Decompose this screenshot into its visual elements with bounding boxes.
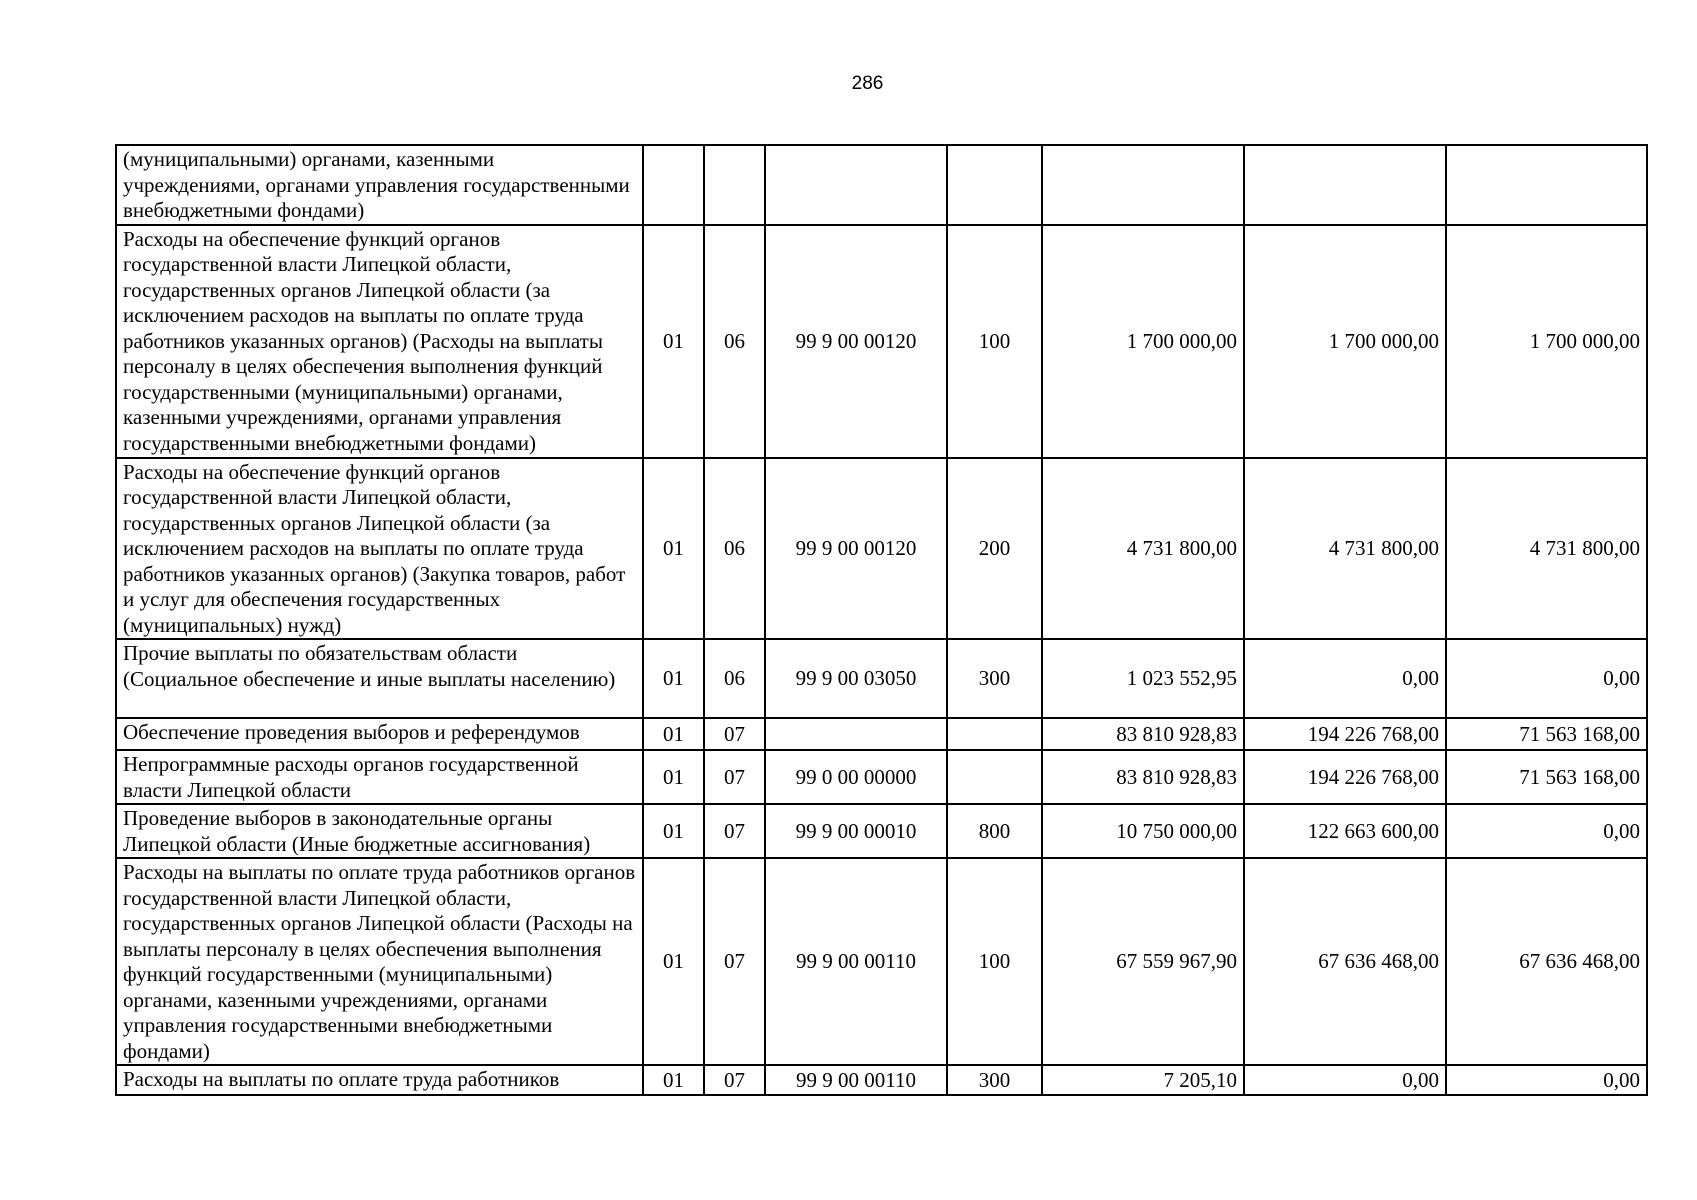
expense-name-cell: Обеспечение проведения выборов и референдумов: [116, 718, 643, 750]
expense-type-cell: 300: [947, 1065, 1042, 1095]
amount-year3-cell: 71 563 168,00: [1446, 750, 1647, 804]
section-code-cell: 01: [643, 804, 704, 858]
table-row: [116, 858, 1647, 1065]
expense-type-cell: [947, 718, 1042, 750]
budget-table: [115, 144, 1648, 1096]
subsection-code-cell: 07: [704, 804, 765, 858]
expense-name-cell: Проведение выборов в законодательные органы Липецкой области (Иные бюджетные ассигнования): [116, 804, 643, 858]
table-row: [116, 639, 1647, 718]
amount-year3-cell: 4 731 800,00: [1446, 458, 1647, 640]
expense-type-cell: [947, 750, 1042, 804]
amount-year2-cell: [1244, 145, 1446, 225]
section-code-cell: 01: [643, 639, 704, 718]
amount-year1-cell: 1 700 000,00: [1042, 225, 1244, 458]
subsection-code-cell: 06: [704, 639, 765, 718]
target-article-cell: 99 9 00 00110: [765, 1065, 947, 1095]
amount-year2-cell: 194 226 768,00: [1244, 750, 1446, 804]
amount-year1-cell: 4 731 800,00: [1042, 458, 1244, 640]
subsection-code-cell: 06: [704, 225, 765, 458]
expense-name-cell: Расходы на выплаты по оплате труда работников: [116, 1065, 643, 1095]
table-row: [116, 1065, 1647, 1095]
amount-year1-cell: [1042, 145, 1244, 225]
amount-year3-cell: [1446, 145, 1647, 225]
target-article-cell: [765, 718, 947, 750]
target-article-cell: 99 0 00 00000: [765, 750, 947, 804]
expense-type-cell: 800: [947, 804, 1042, 858]
amount-year1-cell: 10 750 000,00: [1042, 804, 1244, 858]
expense-type-cell: 100: [947, 858, 1042, 1065]
table-row: [116, 458, 1647, 640]
section-code-cell: 01: [643, 1065, 704, 1095]
expense-type-cell: 300: [947, 639, 1042, 718]
target-article-cell: 99 9 00 00120: [765, 458, 947, 640]
amount-year2-cell: 1 700 000,00: [1244, 225, 1446, 458]
expense-type-cell: 200: [947, 458, 1042, 640]
amount-year3-cell: 1 700 000,00: [1446, 225, 1647, 458]
subsection-code-cell: [704, 145, 765, 225]
target-article-cell: 99 9 00 00010: [765, 804, 947, 858]
expense-name-cell: Непрограммные расходы органов государственной власти Липецкой области: [116, 750, 643, 804]
subsection-code-cell: 06: [704, 458, 765, 640]
expense-name-cell: (муниципальными) органами, казенными учреждениями, органами управления государственными внебюджетными фондами): [116, 145, 643, 225]
target-article-cell: 99 9 00 03050: [765, 639, 947, 718]
section-code-cell: 01: [643, 225, 704, 458]
amount-year2-cell: 67 636 468,00: [1244, 858, 1446, 1065]
target-article-cell: 99 9 00 00120: [765, 225, 947, 458]
page-number: 286: [851, 73, 884, 94]
subsection-code-cell: 07: [704, 718, 765, 750]
table-row: [116, 718, 1647, 750]
subsection-code-cell: 07: [704, 858, 765, 1065]
amount-year2-cell: 194 226 768,00: [1244, 718, 1446, 750]
expense-name-cell: Прочие выплаты по обязательствам области (Социальное обеспечение и иные выплаты населению): [116, 639, 643, 718]
amount-year1-cell: 67 559 967,90: [1042, 858, 1244, 1065]
section-code-cell: [643, 145, 704, 225]
amount-year2-cell: 122 663 600,00: [1244, 804, 1446, 858]
table-row: [116, 145, 1647, 225]
expense-name-cell: Расходы на выплаты по оплате труда работников органов государственной власти Липецкой области, государственных органов Липецкой области (Расходы на выплаты персоналу в целях обеспечения выполнения функций государственными (муниципальными) органами, казенными учреждениями, органами управления государственными внебюджетными фондами): [116, 858, 643, 1065]
expense-type-cell: [947, 145, 1042, 225]
expense-name-cell: Расходы на обеспечение функций органов государственной власти Липецкой области, государственных органов Липецкой области (за исключением расходов на выплаты по оплате труда работников указанных органов) (Расходы на выплаты персоналу в целях обеспечения выполнения функций государственными (муниципальными) органами, казенными учреждениями, органами управления государственными внебюджетными фондами): [116, 225, 643, 458]
amount-year1-cell: 83 810 928,83: [1042, 750, 1244, 804]
expense-name-cell: Расходы на обеспечение функций органов государственной власти Липецкой области, государственных органов Липецкой области (за исключением расходов на выплаты по оплате труда работников указанных органов) (Закупка товаров, работ и услуг для обеспечения государственных (муниципальных) нужд): [116, 458, 643, 640]
subsection-code-cell: 07: [704, 750, 765, 804]
amount-year1-cell: 7 205,10: [1042, 1065, 1244, 1095]
target-article-cell: 99 9 00 00110: [765, 858, 947, 1065]
section-code-cell: 01: [643, 750, 704, 804]
table-row: [116, 225, 1647, 458]
section-code-cell: 01: [643, 458, 704, 640]
amount-year2-cell: 0,00: [1244, 1065, 1446, 1095]
table-row: [116, 750, 1647, 804]
amount-year3-cell: 71 563 168,00: [1446, 718, 1647, 750]
expense-type-cell: 100: [947, 225, 1042, 458]
amount-year1-cell: 1 023 552,95: [1042, 639, 1244, 718]
table-row: [116, 804, 1647, 858]
amount-year3-cell: 0,00: [1446, 1065, 1647, 1095]
amount-year1-cell: 83 810 928,83: [1042, 718, 1244, 750]
amount-year3-cell: 67 636 468,00: [1446, 858, 1647, 1065]
amount-year2-cell: 0,00: [1244, 639, 1446, 718]
section-code-cell: 01: [643, 858, 704, 1065]
subsection-code-cell: 07: [704, 1065, 765, 1095]
amount-year3-cell: 0,00: [1446, 804, 1647, 858]
target-article-cell: [765, 145, 947, 225]
section-code-cell: 01: [643, 718, 704, 750]
amount-year3-cell: 0,00: [1446, 639, 1647, 718]
amount-year2-cell: 4 731 800,00: [1244, 458, 1446, 640]
